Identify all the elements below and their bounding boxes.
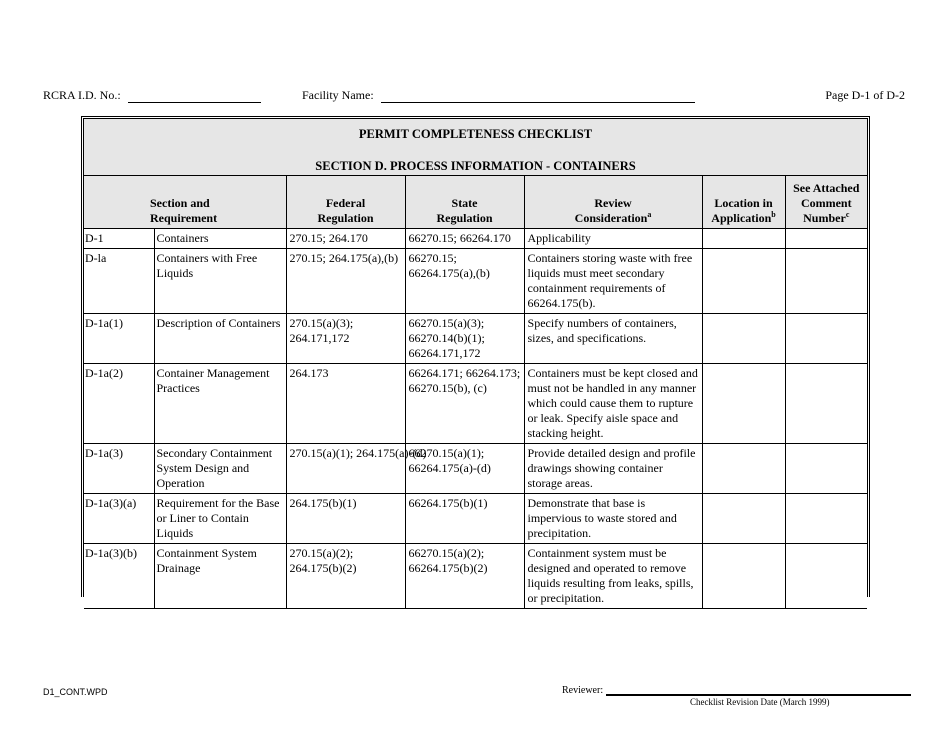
row-section: Containers with Free Liquids: [154, 249, 286, 314]
row-federal: 264.175(b)(1): [286, 494, 405, 544]
rcra-id-field: [43, 88, 261, 103]
row-federal: 270.15(a)(3); 264.171,172: [286, 314, 405, 364]
row-id: D-1a(2): [84, 364, 154, 444]
row-review: Demonstrate that base is impervious to waste stored and precipitation.: [524, 494, 702, 544]
table-row: [84, 314, 867, 364]
page-number: Page D-1 of D-2: [825, 88, 905, 102]
row-federal: 264.173: [286, 364, 405, 444]
table-row: [84, 494, 867, 544]
row-id: D-1: [84, 229, 154, 249]
facility-name-field: [302, 88, 695, 103]
row-state: 66270.15(a)(3); 66270.14(b)(1); 66264.171,172: [405, 314, 524, 364]
reviewer-label: Reviewer:: [562, 685, 604, 696]
row-comment-cell[interactable]: [785, 249, 867, 314]
row-comment-cell[interactable]: [785, 444, 867, 494]
row-federal: 270.15; 264.170: [286, 229, 405, 249]
row-comment-cell[interactable]: [785, 314, 867, 364]
table-row: [84, 229, 867, 249]
row-id: D-1a(3): [84, 444, 154, 494]
document-filename: D1_CONT.WPD: [43, 687, 108, 697]
col-header-federal: Federal Regulation: [286, 176, 405, 229]
facility-name-blank[interactable]: [381, 90, 695, 103]
row-review: Provide detailed design and profile drawings showing container storage areas.: [524, 444, 702, 494]
row-location-cell[interactable]: [702, 229, 785, 249]
row-location-cell[interactable]: [702, 249, 785, 314]
facility-name-label: Facility Name:: [302, 88, 374, 102]
checklist-title: PERMIT COMPLETENESS CHECKLIST: [358, 127, 593, 141]
row-state: 66270.15; 66264.175(a),(b): [405, 249, 524, 314]
row-section: Container Management Practices: [154, 364, 286, 444]
row-id: D-la: [84, 249, 154, 314]
row-state: 66270.15(a)(1); 66264.175(a)-(d): [405, 444, 524, 494]
row-section: Containers: [154, 229, 286, 249]
row-state: 66264.175(b)(1): [405, 494, 524, 544]
table-row: [84, 544, 867, 609]
col-header-location: Location in Application$^b$: [702, 176, 785, 229]
row-location-cell[interactable]: [702, 364, 785, 444]
row-comment-cell[interactable]: [785, 544, 867, 609]
table-row: [84, 444, 867, 494]
row-section: Requirement for the Base or Liner to Contain Liquids: [154, 494, 286, 544]
row-review: Applicability: [524, 229, 702, 249]
row-review: Containers storing waste with free liquids must meet secondary containment requirements of 66264.175(b).: [524, 249, 702, 314]
row-state: 66264.171; 66264.173; 66270.15(b), (c): [405, 364, 524, 444]
row-state: 66270.15; 66264.170: [405, 229, 524, 249]
row-id: D-1a(3)(a): [84, 494, 154, 544]
checklist-table: [84, 176, 867, 609]
row-state: 66270.15(a)(2); 66264.175(b)(2): [405, 544, 524, 609]
col-header-comment: See Attached Comment Number$^c$: [785, 176, 867, 229]
row-comment-cell[interactable]: [785, 364, 867, 444]
row-id: D-1a(1): [84, 314, 154, 364]
table-row: [84, 364, 867, 444]
row-location-cell[interactable]: [702, 494, 785, 544]
row-review: Containment system must be designed and operated to remove liquids resulting from leaks, spills, or precipitation.: [524, 544, 702, 609]
row-id: D-1a(3)(b): [84, 544, 154, 609]
rcra-id-blank[interactable]: [128, 90, 261, 103]
row-comment-cell[interactable]: [785, 494, 867, 544]
checklist-title-box: [84, 119, 867, 176]
reviewer-field: [562, 685, 911, 696]
reviewer-blank[interactable]: [606, 685, 911, 696]
col-header-review: Review Consideration$^a$: [524, 176, 702, 229]
row-section: Description of Containers: [154, 314, 286, 364]
row-section: Containment System Drainage: [154, 544, 286, 609]
table-header-row: [84, 176, 867, 229]
row-comment-cell[interactable]: [785, 229, 867, 249]
rcra-id-label: RCRA I.D. No.:: [43, 88, 121, 102]
col-header-state: State Regulation: [405, 176, 524, 229]
row-federal: 270.15(a)(1); 264.175(a)-(d): [286, 444, 405, 494]
row-location-cell[interactable]: [702, 444, 785, 494]
row-review: Specify numbers of containers, sizes, and specifications.: [524, 314, 702, 364]
table-row: [84, 249, 867, 314]
row-location-cell[interactable]: [702, 314, 785, 364]
row-section: Secondary Containment System Design and Operation: [154, 444, 286, 494]
revision-date: Checklist Revision Date (March 1999): [690, 697, 830, 707]
checklist-frame: [81, 116, 870, 605]
row-federal: 270.15; 264.175(a),(b): [286, 249, 405, 314]
col-header-section: Section and Requirement: [84, 176, 286, 229]
row-location-cell[interactable]: [702, 544, 785, 609]
row-review: Containers must be kept closed and must not be handled in any manner which could cause them to rupture or leak. Specify aisle space and stacking height.: [524, 364, 702, 444]
row-federal: 270.15(a)(2); 264.175(b)(2): [286, 544, 405, 609]
section-title: SECTION D. PROCESS INFORMATION - CONTAINERS: [315, 159, 636, 173]
